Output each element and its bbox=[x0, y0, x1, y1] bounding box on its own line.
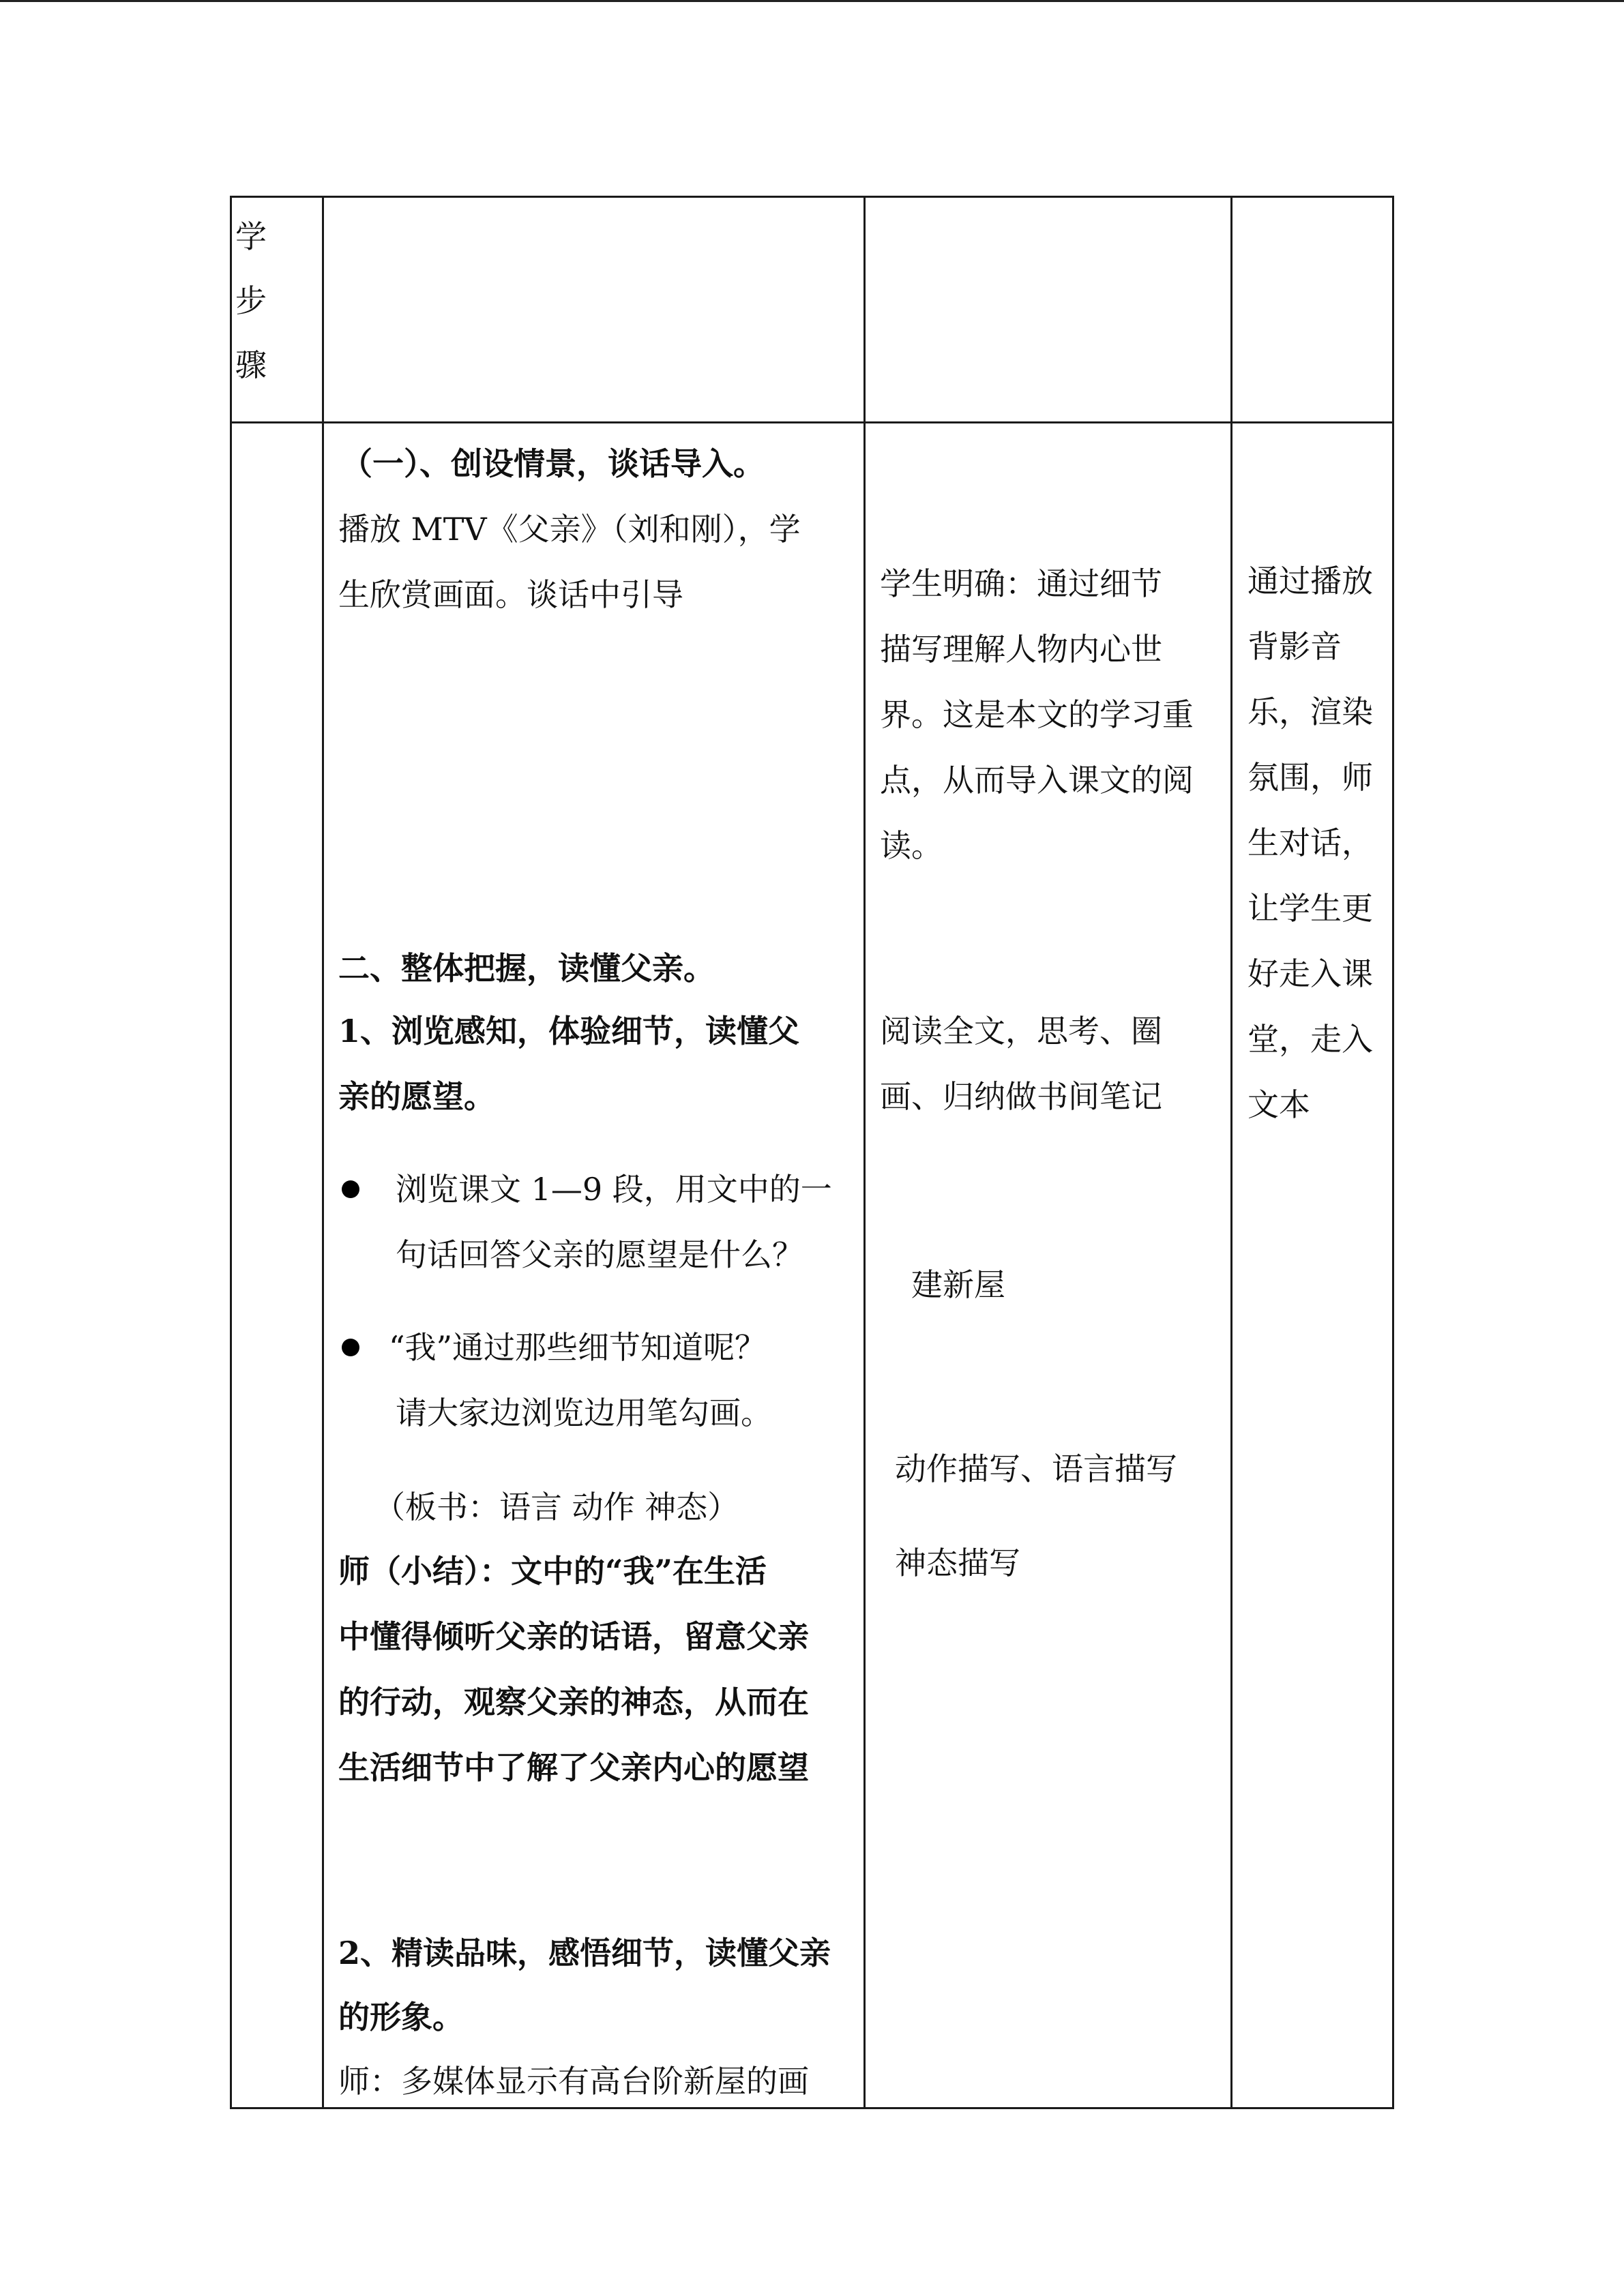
step-label-char: 学 bbox=[235, 218, 267, 255]
table-top-line bbox=[230, 196, 1394, 198]
student-clarify-text: 点，从而导入课文的阅 bbox=[880, 762, 1194, 799]
table-row-divider bbox=[230, 421, 1394, 423]
bullet-text: 浏览课文 1—9 段，用文中的一 bbox=[396, 1171, 832, 1208]
section1-text: 播放 MTV《父亲》（刘和刚），学 bbox=[338, 511, 801, 548]
student-clarify-text: 界。这是本文的学习重 bbox=[880, 696, 1194, 733]
student-reading-text: 阅读全文，思考、圈 bbox=[880, 1013, 1162, 1049]
step-label-char: 骤 bbox=[235, 346, 267, 383]
student-answer-description: 动作描写、语言描写 bbox=[895, 1450, 1177, 1487]
table-col-divider-3 bbox=[1230, 196, 1232, 2109]
student-answer-description: 神态描写 bbox=[895, 1545, 1020, 1581]
student-clarify-text: 描写理解人物内心世 bbox=[880, 631, 1162, 668]
step-label-vertical bbox=[235, 205, 290, 397]
table-col-divider-2 bbox=[863, 196, 866, 2109]
design-intent-text: 氛围，师 bbox=[1247, 759, 1373, 796]
teacher-summary: 的行动，观察父亲的神态，从而在 bbox=[338, 1684, 809, 1720]
subsection1-title: 1、浏览感知，体验细节，读懂父 bbox=[338, 1013, 800, 1049]
design-intent-text: 背影音 bbox=[1247, 628, 1342, 665]
design-intent-text: 通过播放 bbox=[1247, 563, 1373, 599]
bullet-text: “我”通过那些细节知道呢？ bbox=[389, 1329, 767, 1366]
design-intent-text: 生对话， bbox=[1247, 824, 1373, 861]
board-note: （板书：语言 动作 神态） bbox=[374, 1489, 739, 1525]
design-intent-text: 乐，渲染 bbox=[1247, 694, 1373, 730]
teacher-text-continued: 师：多媒体显示有高台阶新屋的画 bbox=[338, 2063, 809, 2100]
table-left-line bbox=[230, 196, 232, 2109]
section1-title: （一）、创设情景，谈话导入。 bbox=[341, 445, 765, 482]
teacher-summary: 生活细节中了解了父亲内心的愿望 bbox=[338, 1749, 809, 1786]
step-label-char: 步 bbox=[235, 282, 267, 319]
section2-title: 二、整体把握，读懂父亲。 bbox=[338, 950, 715, 987]
student-clarify-text: 读。 bbox=[880, 827, 943, 864]
teacher-summary: 中懂得倾听父亲的话语，留意父亲 bbox=[338, 1618, 809, 1655]
bullet-text: 请大家边浏览边用笔勾画。 bbox=[396, 1395, 772, 1431]
bullet-dot bbox=[342, 1180, 359, 1198]
student-clarify-text: 学生明确：通过细节 bbox=[880, 565, 1162, 602]
design-intent-text: 文本 bbox=[1247, 1086, 1310, 1123]
table-col-divider-1 bbox=[322, 196, 324, 2109]
bullet-text: 句话回答父亲的愿望是什么？ bbox=[396, 1236, 803, 1273]
student-answer-house: 建新屋 bbox=[911, 1266, 1005, 1303]
table-right-line bbox=[1392, 196, 1394, 2109]
subsection1-title: 亲的愿望。 bbox=[338, 1078, 495, 1115]
teacher-summary: 师（小结）：文中的“我”在生活 bbox=[338, 1553, 767, 1590]
subsection2-title: 2、精读品味，感悟细节，读懂父亲 bbox=[338, 1935, 831, 1971]
bullet-dot bbox=[342, 1339, 359, 1356]
section1-text: 生欣赏画面。谈话中引导 bbox=[338, 576, 683, 613]
student-reading-text: 画、归纳做书间笔记 bbox=[880, 1078, 1162, 1115]
subsection2-title: 的形象。 bbox=[338, 1999, 464, 2036]
design-intent-text: 堂，走入 bbox=[1247, 1021, 1373, 1058]
design-intent-text: 好走入课 bbox=[1247, 955, 1373, 992]
design-intent-text: 让学生更 bbox=[1247, 890, 1373, 927]
page-top-border bbox=[0, 0, 1624, 2]
